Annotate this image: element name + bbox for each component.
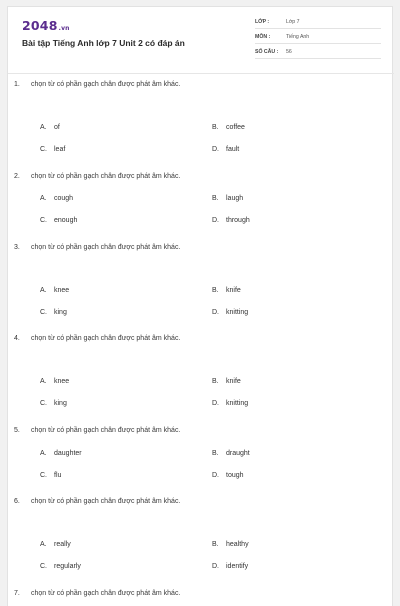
option-letter: A. bbox=[40, 195, 47, 202]
option-text: laugh bbox=[226, 195, 244, 202]
option-3c[interactable] bbox=[40, 309, 67, 316]
option-letter: A. bbox=[40, 450, 47, 457]
option-text: knife bbox=[226, 378, 241, 385]
option-4a[interactable] bbox=[40, 378, 69, 385]
option-letter: A. bbox=[40, 541, 47, 548]
question-number: 4. bbox=[14, 335, 20, 342]
option-6c[interactable] bbox=[40, 563, 81, 570]
meta-count-value: 56 bbox=[286, 49, 292, 55]
question-number: 7. bbox=[14, 590, 20, 597]
question-text: chọn từ có phần gạch chân được phát âm khác. bbox=[31, 81, 181, 88]
option-letter: C. bbox=[40, 400, 47, 407]
meta-subject-row bbox=[255, 32, 381, 44]
option-letter: C. bbox=[40, 217, 47, 224]
option-letter: A. bbox=[40, 287, 47, 294]
option-4b[interactable] bbox=[212, 378, 241, 385]
option-letter: D. bbox=[212, 309, 219, 316]
logo-tld: .vn bbox=[58, 25, 70, 32]
option-text: flu bbox=[54, 472, 62, 479]
option-text: healthy bbox=[226, 541, 249, 548]
option-6b[interactable] bbox=[212, 541, 249, 548]
option-letter: C. bbox=[40, 563, 47, 570]
option-5b[interactable] bbox=[212, 450, 250, 457]
option-text: daughter bbox=[54, 450, 82, 457]
question-text: chọn từ có phần gạch chân được phát âm khác. bbox=[31, 335, 181, 342]
option-1d[interactable] bbox=[212, 146, 239, 153]
question-number: 2. bbox=[14, 173, 20, 180]
option-text: knee bbox=[54, 287, 70, 294]
logo-text: 2048 bbox=[22, 18, 58, 33]
option-3a[interactable] bbox=[40, 287, 69, 294]
option-text: identify bbox=[226, 563, 249, 570]
option-text: regularly bbox=[54, 563, 81, 570]
option-6d[interactable] bbox=[212, 563, 248, 570]
option-text: of bbox=[54, 124, 60, 131]
option-letter: C. bbox=[40, 146, 47, 153]
worksheet-page bbox=[7, 6, 393, 606]
option-letter: D. bbox=[212, 563, 219, 570]
option-letter: C. bbox=[40, 472, 47, 479]
question-number: 6. bbox=[14, 498, 20, 505]
option-text: knitting bbox=[226, 400, 249, 407]
option-letter: D. bbox=[212, 472, 219, 479]
option-letter: D. bbox=[212, 146, 219, 153]
meta-count-row bbox=[255, 47, 381, 59]
option-letter: B. bbox=[212, 378, 219, 385]
option-text: leaf bbox=[54, 146, 66, 153]
option-4c[interactable] bbox=[40, 400, 67, 407]
option-5a[interactable] bbox=[40, 450, 82, 457]
option-1b[interactable] bbox=[212, 124, 245, 131]
meta-count-label: SỐ CÂU : bbox=[255, 49, 279, 55]
option-letter: B. bbox=[212, 541, 219, 548]
question-number: 5. bbox=[14, 427, 20, 434]
option-text: through bbox=[226, 217, 250, 224]
option-6a[interactable] bbox=[40, 541, 71, 548]
option-letter: B. bbox=[212, 124, 219, 131]
question-text: chọn từ có phần gạch chân được phát âm khác. bbox=[31, 590, 181, 597]
option-1a[interactable] bbox=[40, 124, 60, 131]
site-logo[interactable] bbox=[22, 18, 70, 33]
option-text: cough bbox=[54, 195, 74, 202]
option-letter: B. bbox=[212, 195, 219, 202]
option-2c[interactable] bbox=[40, 217, 77, 224]
option-text: knee bbox=[54, 378, 70, 385]
meta-class-value: Lớp 7 bbox=[286, 19, 300, 25]
option-letter: D. bbox=[212, 400, 219, 407]
option-text: knitting bbox=[226, 309, 249, 316]
option-text: tough bbox=[226, 472, 244, 479]
worksheet-header bbox=[8, 7, 394, 74]
option-2d[interactable] bbox=[212, 217, 250, 224]
option-text: draught bbox=[226, 450, 250, 457]
option-letter: A. bbox=[40, 124, 47, 131]
question-number: 1. bbox=[14, 81, 20, 88]
question-text: chọn từ có phần gạch chân được phát âm khác. bbox=[31, 498, 181, 505]
question-text: chọn từ có phần gạch chân được phát âm khác. bbox=[31, 173, 181, 180]
option-5d[interactable] bbox=[212, 472, 244, 479]
option-letter: C. bbox=[40, 309, 47, 316]
option-4d[interactable] bbox=[212, 400, 248, 407]
question-text: chọn từ có phần gạch chân được phát âm khác. bbox=[31, 244, 181, 251]
option-1c[interactable] bbox=[40, 146, 65, 153]
option-text: enough bbox=[54, 217, 78, 224]
meta-class-label: LỚP : bbox=[255, 19, 270, 25]
option-text: really bbox=[54, 541, 71, 548]
option-2a[interactable] bbox=[40, 195, 73, 202]
option-text: coffee bbox=[226, 124, 245, 131]
option-2b[interactable] bbox=[212, 195, 243, 202]
worksheet-title: Bài tập Tiếng Anh lớp 7 Unit 2 có đáp án bbox=[22, 38, 185, 48]
option-text: king bbox=[54, 400, 67, 407]
question-number: 3. bbox=[14, 244, 20, 251]
option-letter: D. bbox=[212, 217, 219, 224]
option-text: knife bbox=[226, 287, 241, 294]
meta-class-row bbox=[255, 17, 381, 29]
option-3b[interactable] bbox=[212, 287, 241, 294]
meta-subject-value: Tiếng Anh bbox=[286, 34, 310, 40]
option-letter: A. bbox=[40, 378, 47, 385]
option-letter: B. bbox=[212, 287, 219, 294]
option-3d[interactable] bbox=[212, 309, 248, 316]
option-text: king bbox=[54, 309, 67, 316]
question-text: chọn từ có phần gạch chân được phát âm khác. bbox=[31, 427, 181, 434]
option-text: fault bbox=[226, 146, 240, 153]
option-letter: B. bbox=[212, 450, 219, 457]
option-5c[interactable] bbox=[40, 472, 61, 479]
meta-subject-label: MÔN : bbox=[255, 34, 271, 40]
